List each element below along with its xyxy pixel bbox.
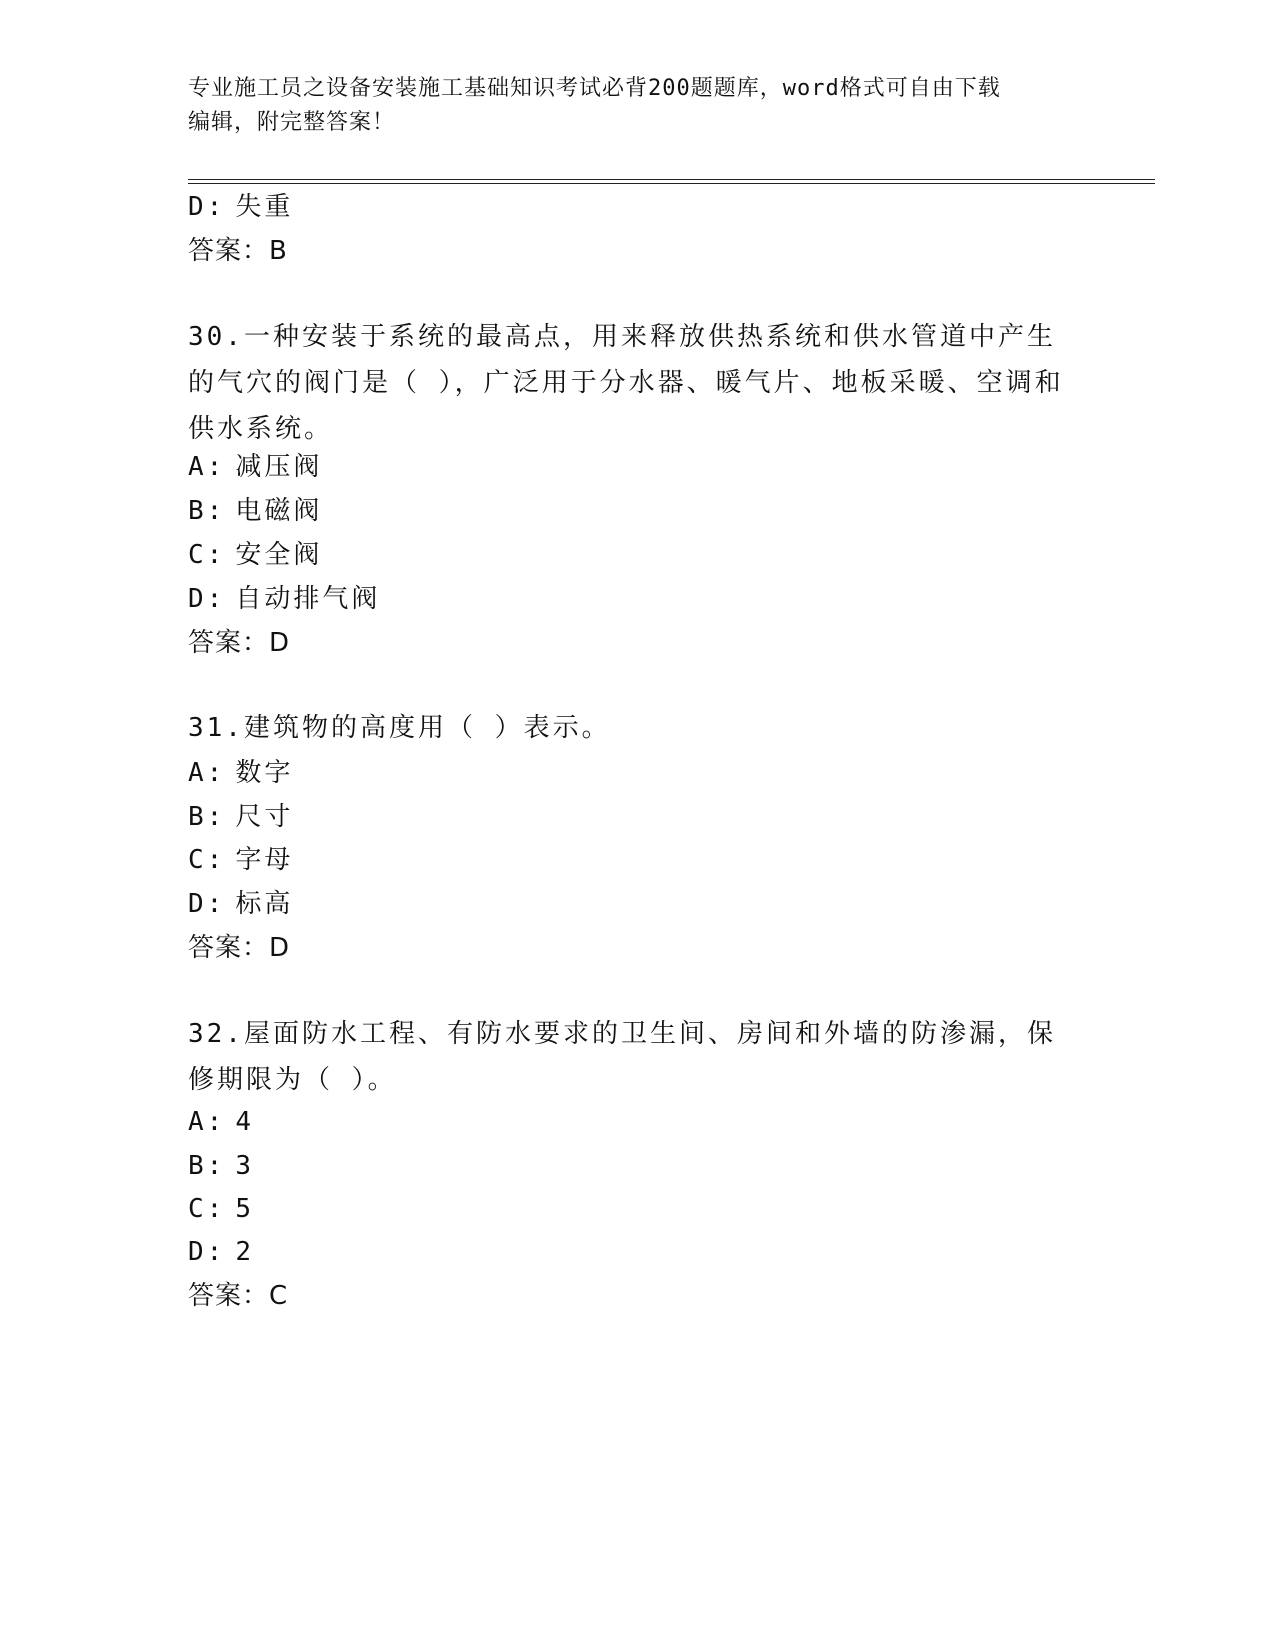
option-text: 3 <box>235 1151 254 1181</box>
option-text: 失重 <box>235 192 294 222</box>
question-31-option-c <box>188 843 293 877</box>
question-31-option-d <box>188 887 293 921</box>
option-text: 标高 <box>235 889 294 919</box>
prev-question-answer: 答案：B <box>188 236 288 266</box>
option-key: C: <box>188 845 226 875</box>
option-text: 安全阀 <box>235 540 323 570</box>
question-30-option-d <box>188 582 380 616</box>
question-30-option-a <box>188 450 322 484</box>
option-text: 4 <box>235 1107 254 1137</box>
option-key: A: <box>188 1107 226 1137</box>
question-31-answer: 答案：D <box>188 933 291 963</box>
option-key: B: <box>188 1151 226 1181</box>
option-text: 字母 <box>235 845 294 875</box>
document-header <box>188 72 1068 140</box>
option-key: D: <box>188 1237 226 1267</box>
question-32-text: 32.屋面防水工程、有防水要求的卫生间、房间和外墙的防渗漏，保修期限为（ ）。 <box>188 1019 1056 1095</box>
option-text: 5 <box>235 1194 254 1224</box>
option-text: 减压阀 <box>235 452 323 482</box>
option-text: 尺寸 <box>235 802 294 832</box>
option-text: 数字 <box>235 758 294 788</box>
option-text: 2 <box>235 1237 254 1267</box>
question-31-text: 31.建筑物的高度用（ ）表示。 <box>188 713 611 743</box>
option-key: A: <box>188 452 226 482</box>
option-key: B: <box>188 496 226 526</box>
prev-question-option-d <box>188 190 293 224</box>
question-32-answer: 答案：C <box>188 1281 289 1311</box>
option-key: D: <box>188 192 226 222</box>
question-32-option-d <box>188 1235 254 1269</box>
question-30-option-c <box>188 538 322 572</box>
option-key: B: <box>188 802 226 832</box>
option-key: D: <box>188 584 226 614</box>
option-key: A: <box>188 758 226 788</box>
option-text: 自动排气阀 <box>235 584 381 614</box>
header-divider-top <box>188 179 1155 180</box>
header-title-line-1: 专业施工员之设备安装施工基础知识考试必背200题题库，word格式可自由下载 <box>188 76 1001 101</box>
question-32-option-a <box>188 1105 254 1139</box>
option-text: 电磁阀 <box>235 496 323 526</box>
question-32-option-c <box>188 1192 254 1226</box>
header-title-line-2: 编辑，附完整答案！ <box>188 110 396 135</box>
question-30-option-b <box>188 494 322 528</box>
question-30-answer: 答案：D <box>188 628 291 658</box>
question-31-option-a <box>188 756 293 790</box>
header-divider-bottom <box>188 183 1155 184</box>
option-key: C: <box>188 1194 226 1224</box>
question-32-option-b <box>188 1149 254 1183</box>
option-key: C: <box>188 540 226 570</box>
question-31-option-b <box>188 800 293 834</box>
option-key: D: <box>188 889 226 919</box>
question-30-text: 30.一种安装于系统的最高点，用来释放供热系统和供水管道中产生的气穴的阀门是（ ），广泛用于分水器、暖气片、地板采暖、空调和供水系统。 <box>188 322 1064 444</box>
